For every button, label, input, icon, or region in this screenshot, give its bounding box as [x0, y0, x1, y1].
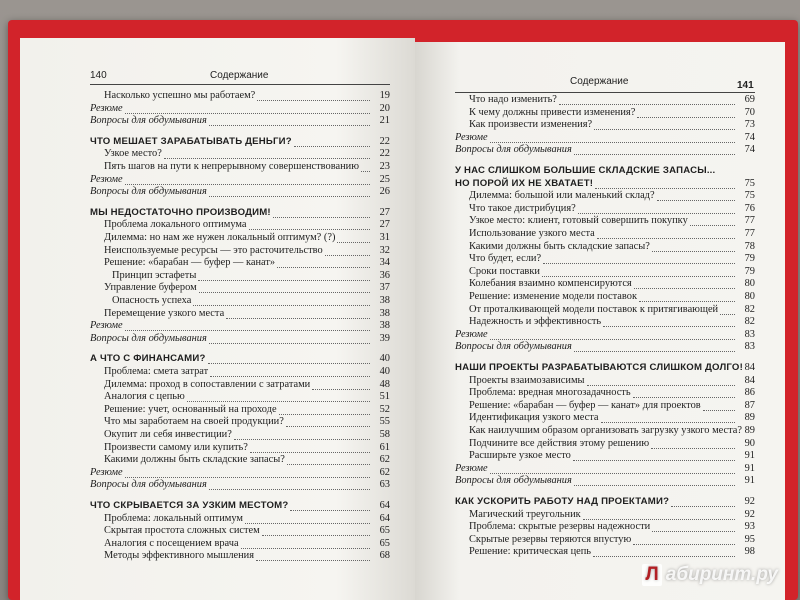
toc-entry-page: 38	[379, 307, 390, 319]
toc-leader	[125, 465, 370, 478]
toc-entry-title: Скрытые резервы теряются впустую	[469, 533, 632, 545]
toc-leader	[637, 105, 735, 118]
toc-entry-page: 39	[379, 332, 390, 344]
toc-entry-title: ЧТО СКРЫВАЕТСЯ ЗА УЗКИМ МЕСТОМ?	[90, 500, 289, 511]
toc-entry-title: Насколько успешно мы работаем?	[104, 90, 256, 101]
toc-entry-page: 74	[744, 131, 755, 143]
toc-entry-page: 77	[744, 228, 755, 239]
toc-entry-page: 27	[379, 219, 390, 231]
toc-entry-page: 27	[379, 206, 390, 218]
toc-entry-title: Сроки поставки	[469, 265, 540, 277]
toc-entry-page: 36	[379, 269, 390, 281]
toc-entry-page: 25	[379, 173, 390, 185]
toc-leader	[199, 280, 370, 293]
toc-entry-page: 55	[379, 416, 390, 428]
toc-entry-page: 91	[744, 462, 755, 474]
toc-leader	[490, 461, 735, 474]
toc-entry-title: Вопросы для обдумывания	[455, 144, 572, 156]
toc-entry-page: 51	[379, 391, 390, 403]
toc-entry	[455, 341, 755, 353]
toc-leader	[250, 440, 370, 453]
toc-entry-page: 61	[379, 441, 390, 453]
toc-entry-page: 77	[744, 215, 755, 227]
toc-entry-title: Пять шагов на пути к непрерывному совершенствованию	[104, 161, 359, 172]
toc-entry-title: Проблема: вредная многозадачность	[469, 387, 631, 399]
toc-entry-page: 26	[379, 186, 390, 198]
toc-entry-title: Что надо изменить?	[469, 94, 557, 105]
toc-entry-page: 62	[379, 454, 390, 466]
toc-entry-page: 69	[744, 94, 755, 105]
toc-entry-title: Перемещение узкого места	[104, 307, 225, 319]
toc-leader	[639, 289, 735, 302]
toc-entry-page: 63	[379, 479, 390, 491]
toc-leader	[587, 373, 735, 386]
toc-entry-title: Расширьте узкое место	[469, 450, 571, 462]
toc-entry-title: Как произвести изменения?	[469, 119, 593, 131]
toc-leader	[241, 536, 370, 549]
toc-entry-title: Решение: «барабан — буфер — канат» для проектов	[469, 399, 701, 411]
toc-leader	[262, 523, 370, 536]
toc-leader	[279, 402, 370, 415]
toc-entry-page: 38	[379, 295, 390, 306]
toc-entry-page: 79	[744, 253, 755, 265]
toc-leader	[273, 205, 370, 218]
toc-entry-title: Колебания взаимно компенсируются	[469, 278, 632, 290]
toc-entry-page: 82	[744, 316, 755, 328]
toc-entry-title: Узкое место?	[104, 148, 162, 160]
toc-leader	[210, 364, 370, 377]
toc-entry-page: 92	[744, 496, 755, 507]
toc-entry-title: Решение: изменение модели поставок	[469, 291, 637, 302]
right-page	[415, 42, 785, 600]
toc-leader	[125, 101, 370, 114]
toc-entry-title: Резюме	[90, 173, 123, 185]
toc-leader	[633, 385, 735, 398]
toc-entry-title: Резюме	[455, 131, 488, 143]
toc-entry-title: Подчините все действия этому решению	[469, 437, 650, 449]
toc-leader	[198, 268, 370, 281]
toc-entry	[455, 412, 755, 424]
toc-entry-title: Идентификация узкого места	[469, 412, 599, 424]
toc-leader	[634, 276, 735, 289]
toc-entry-title: Какими должны быть складские запасы?	[104, 454, 285, 466]
toc-entry-page: 82	[744, 303, 755, 315]
toc-entry-title: От проталкивающей модели поставок к притягивающей	[469, 303, 719, 315]
toc-leader	[652, 239, 735, 252]
toc-leader	[209, 331, 370, 344]
toc-leader	[595, 176, 735, 189]
toc-entry-page: 89	[744, 412, 755, 424]
toc-entry-title: НАШИ ПРОЕКТЫ РАЗРАБАТЫВАЮТСЯ СЛИШКОМ ДОЛГО!	[455, 362, 743, 373]
toc-entry-title: Дилемма: но нам же нужен локальный оптимум? (?)	[104, 232, 336, 243]
toc-leader	[671, 494, 735, 507]
toc-entry-page: 58	[379, 429, 390, 440]
toc-entry-title: КАК УСКОРИТЬ РАБОТУ НАД ПРОЕКТАМИ?	[455, 496, 670, 507]
toc-leader	[287, 452, 370, 465]
toc-entry-title: Аналогия с цепью	[104, 391, 185, 403]
toc-entry-title: Проекты взаимозависимы	[469, 374, 585, 386]
toc-leader	[597, 226, 735, 239]
toc-leader	[361, 159, 370, 172]
toc-entry	[90, 148, 390, 160]
toc-entry-title: Неиспользуемые ресурсы — это расточительство	[104, 244, 323, 256]
toc-entry	[455, 475, 755, 487]
toc-entry-title: Резюме	[455, 328, 488, 340]
toc-entry	[455, 546, 755, 558]
watermark-text: абиринт.ру	[665, 564, 778, 585]
toc-leader	[573, 448, 735, 461]
toc-entry-title: Окупит ли себя инвестиции?	[104, 429, 232, 440]
toc-entry-page: 95	[744, 533, 755, 545]
toc-entry-title: Надежность и эффективность	[469, 316, 602, 328]
toc-entry-title: ЧТО МЕШАЕТ ЗАРАБАТЫВАТЬ ДЕНЬГИ?	[90, 135, 292, 147]
toc-entry-title: К чему должны привести изменения?	[469, 106, 636, 118]
toc-entry-title: Методы эффективного мышления	[104, 550, 255, 562]
toc-leader	[193, 293, 370, 306]
toc-entry-page: 83	[744, 328, 755, 340]
toc-entry-title: Проблема: локальный оптимум	[104, 512, 243, 524]
toc-entry-title: Резюме	[90, 320, 123, 332]
toc-entry-title: Решение: «барабан — буфер — канат»	[104, 257, 276, 269]
toc-leader	[256, 548, 370, 561]
toc-entry	[90, 333, 390, 345]
toc-leader	[657, 188, 735, 201]
toc-leader	[249, 217, 370, 230]
toc-entry-page: 89	[744, 425, 755, 436]
toc-entry-title: Проблема: скрытые резервы надежности	[469, 521, 651, 533]
toc-entry-page: 32	[379, 244, 390, 256]
toc-entry-page: 52	[379, 403, 390, 415]
toc-entry	[90, 115, 390, 127]
toc-leader	[164, 146, 370, 159]
toc-leader	[209, 184, 370, 197]
toc-entry	[90, 550, 390, 562]
toc-entry-page: 31	[379, 232, 390, 243]
toc-entry-page: 34	[379, 257, 390, 269]
toc-entry-title: НО ПОРОЙ ИХ НЕ ХВАТАЕТ!	[455, 177, 594, 189]
toc-entry-title: Вопросы для обдумывания	[90, 186, 207, 198]
toc-entry-title: Вопросы для обдумывания	[90, 115, 207, 127]
toc-leader	[720, 302, 735, 315]
toc-entry-page: 22	[379, 148, 390, 160]
toc-entry-title: Вопросы для обдумывания	[455, 475, 572, 487]
toc-entry-title: Решение: учет, основанный на проходе	[104, 403, 277, 415]
toc-entry-page: 21	[379, 115, 390, 127]
toc-entry-page: 22	[379, 135, 390, 147]
toc-leader	[294, 134, 370, 147]
toc-entry-page: 40	[379, 353, 390, 365]
toc-entry-page: 62	[379, 466, 390, 478]
left-page	[20, 38, 415, 600]
toc-entry-title: Что будет, если?	[469, 253, 542, 265]
toc-leader	[703, 398, 735, 411]
toc-leader	[234, 427, 370, 440]
toc-entry-page: 40	[379, 366, 390, 377]
toc-entry-page: 91	[744, 450, 755, 462]
toc-entry-page: 90	[744, 437, 755, 449]
toc-entry-title: Аналогия с посещением врача	[104, 537, 239, 549]
toc-leader	[574, 142, 735, 155]
toc-leader	[277, 255, 370, 268]
left-page-number: 140	[90, 70, 107, 81]
toc-entry-page: 79	[744, 265, 755, 277]
toc-entry-page: 76	[744, 202, 755, 214]
toc-entry-title: А ЧТО С ФИНАНСАМИ?	[90, 353, 206, 365]
toc-entry-title: Узкое место: клиент, готовый совершить покупку	[469, 215, 688, 227]
toc-entry-title: Проблема: смета затрат	[104, 366, 209, 377]
toc-leader	[543, 251, 735, 264]
toc-entry-page: 91	[744, 475, 755, 487]
toc-leader	[603, 314, 735, 327]
toc-entry	[455, 144, 755, 156]
right-page-header: Содержание	[570, 76, 629, 87]
toc-entry-page: 87	[744, 399, 755, 411]
toc-leader	[312, 377, 370, 390]
right-page-number: 141	[737, 80, 754, 91]
toc-entry-page: 84	[744, 374, 755, 386]
watermark-badge: Л	[642, 564, 661, 586]
toc-leader	[690, 213, 735, 226]
toc-leader	[490, 130, 735, 143]
toc-leader	[257, 88, 370, 101]
toc-leader	[578, 201, 735, 214]
toc-leader	[633, 532, 735, 545]
toc-leader	[209, 113, 370, 126]
toc-entry-page: 84	[744, 362, 755, 373]
toc-entry-title: Управление буфером	[104, 282, 197, 294]
toc-leader	[209, 477, 370, 490]
toc-leader	[187, 389, 370, 402]
toc-leader	[594, 117, 735, 130]
toc-leader	[208, 351, 370, 364]
left-page-header: Содержание	[210, 70, 269, 81]
toc-leader	[652, 519, 735, 532]
toc-entry-page: 23	[379, 161, 390, 172]
toc-entry-page: 65	[379, 537, 390, 549]
toc-entry-title: Дилемма: большой или маленький склад?	[469, 190, 655, 202]
toc-leader	[593, 544, 735, 557]
toc-entry-title: Принцип эстафеты	[112, 269, 197, 281]
toc-leader	[559, 92, 735, 105]
toc-entry-page: 19	[379, 90, 390, 101]
toc-leader	[542, 264, 735, 277]
toc-entry	[90, 186, 390, 198]
toc-leader	[226, 306, 370, 319]
toc-entry-title: Использование узкого места	[469, 228, 595, 239]
toc-entry-page: 98	[744, 546, 755, 558]
toc-entry-title: Скрытая простота сложных систем	[104, 525, 260, 537]
toc-entry-title: Вопросы для обдумывания	[90, 332, 207, 344]
toc-entry-title: Резюме	[90, 102, 123, 114]
toc-entry-page: 78	[744, 240, 755, 252]
left-header-rule	[90, 84, 390, 85]
toc-entry-page: 75	[744, 177, 755, 189]
toc-entry-page: 86	[744, 387, 755, 399]
toc-entry-page: 70	[744, 106, 755, 118]
toc-entry-title: Что такое дистрибуция?	[469, 202, 576, 214]
toc-entry-page: 20	[379, 102, 390, 114]
toc-leader	[574, 473, 735, 486]
toc-entry-title: Решение: критическая цепь	[469, 546, 592, 558]
toc-entry-title: У НАС СЛИШКОМ БОЛЬШИЕ СКЛАДСКИЕ ЗАПАСЫ...	[455, 165, 716, 176]
toc-entry-title: Дилемма: проход в сопоставлении с затратами	[104, 378, 311, 390]
toc-entry-title: Резюме	[455, 462, 488, 474]
toc-entry-title: Произвести самому или купить?	[104, 441, 248, 453]
toc-entry-page: 75	[744, 190, 755, 202]
toc-entry-title: Какими должны быть складские запасы?	[469, 240, 650, 252]
toc-entry-title: Вопросы для обдумывания	[455, 341, 572, 353]
toc-entry-page: 48	[379, 378, 390, 390]
toc-entry-page: 37	[379, 282, 390, 294]
toc-leader	[651, 436, 735, 449]
toc-leader	[601, 410, 735, 423]
toc-entry-page: 83	[744, 341, 755, 353]
toc-leader	[583, 507, 735, 520]
toc-leader	[245, 511, 370, 524]
toc-entry-page: 93	[744, 521, 755, 533]
toc-entry	[455, 291, 755, 303]
toc-entry-page: 80	[744, 278, 755, 290]
toc-leader	[125, 318, 370, 331]
toc-leader	[337, 230, 370, 243]
watermark-logo	[642, 564, 778, 586]
toc-entry-title: Проблема локального оптимума	[104, 219, 247, 231]
toc-entry-title: МЫ НЕДОСТАТОЧНО ПРОИЗВОДИМ!	[90, 206, 271, 218]
toc-entry-page: 68	[379, 550, 390, 562]
toc-entry-title: Резюме	[90, 466, 123, 478]
toc-entry-page: 64	[379, 512, 390, 524]
toc-leader	[125, 172, 370, 185]
toc-leader	[325, 243, 370, 256]
toc-entry-page: 80	[744, 291, 755, 302]
toc-entry-title: Магический треугольник	[469, 508, 581, 520]
toc-entry-page: 74	[744, 144, 755, 156]
toc-leader	[290, 498, 370, 511]
toc-entry-title: Вопросы для обдумывания	[90, 479, 207, 491]
toc-entry-page: 73	[744, 119, 755, 131]
toc-leader	[574, 339, 735, 352]
toc-entry-page: 65	[379, 525, 390, 537]
toc-entry-page: 92	[744, 508, 755, 520]
toc-entry-page: 64	[379, 500, 390, 511]
toc-entry-title: Опасность успеха	[112, 295, 192, 306]
toc-entry-page: 38	[379, 320, 390, 332]
toc-leader	[286, 414, 370, 427]
toc-entry-title: Как наилучшим образом организовать загрузку узкого места?	[469, 425, 743, 436]
toc-leader	[490, 327, 735, 340]
toc-entry-title: Что мы заработаем на своей продукции?	[104, 416, 284, 428]
toc-entry	[90, 479, 390, 491]
